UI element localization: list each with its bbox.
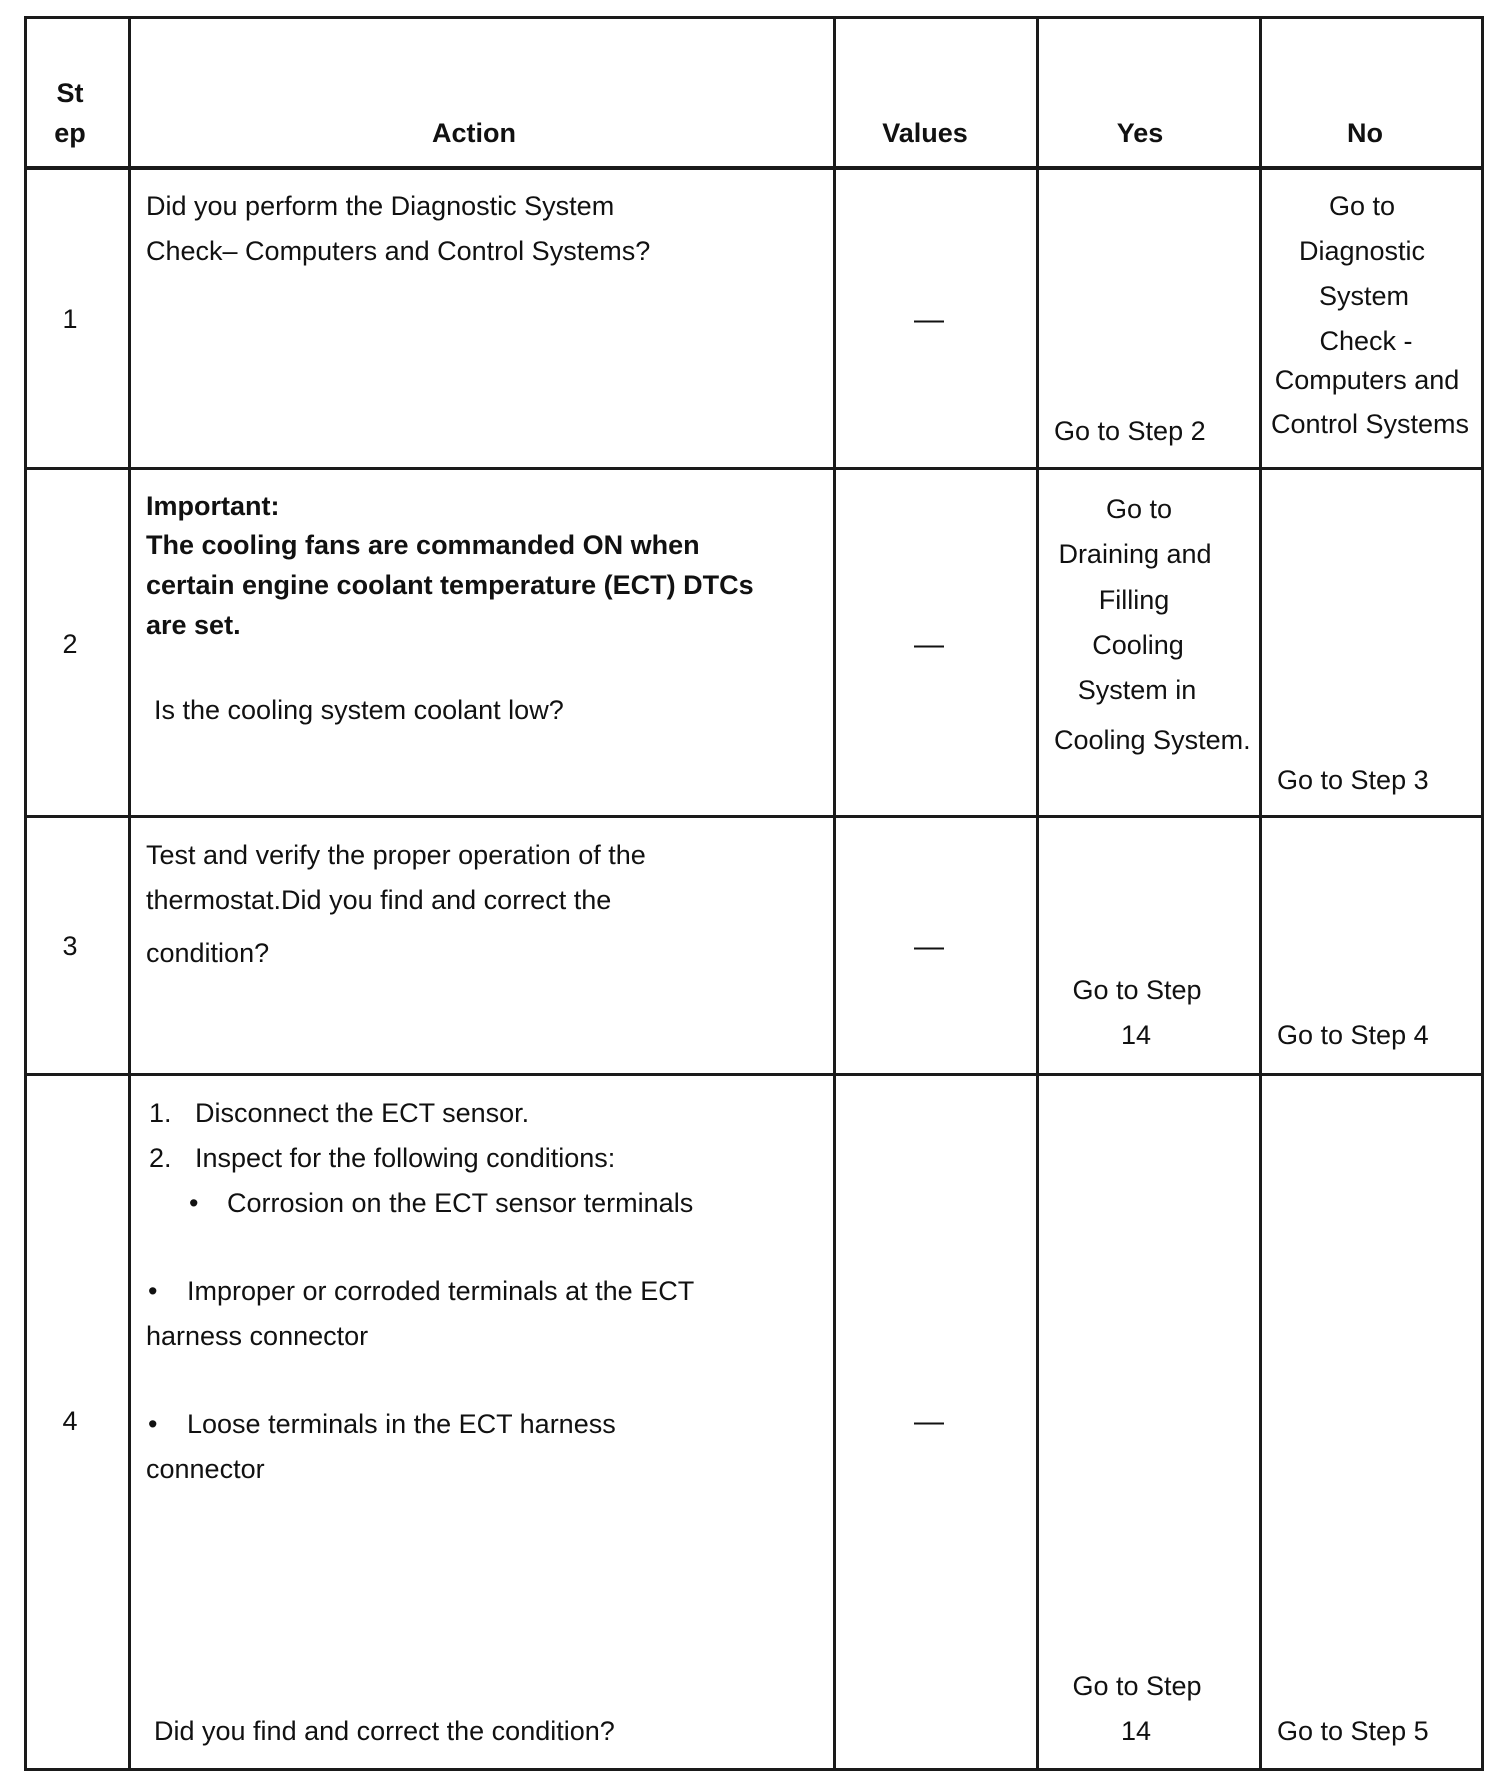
action-text: Check– Computers and Control Systems?	[146, 236, 651, 266]
header-values: Values	[882, 118, 968, 148]
bullet: •	[148, 1276, 158, 1306]
header-step: St	[56, 78, 84, 108]
action-text: harness connector	[146, 1321, 369, 1351]
header-yes: Yes	[1116, 118, 1164, 148]
header-step: ep	[54, 118, 86, 148]
header-action: Action	[432, 118, 516, 148]
value-dash: —	[914, 930, 944, 963]
table-border-top	[24, 16, 1484, 19]
no-link[interactable]: Control Systems	[1270, 409, 1470, 439]
important-note: are set.	[146, 610, 241, 640]
yes-link[interactable]: Go to Step	[1072, 975, 1202, 1005]
yes-link[interactable]: Cooling System.	[1054, 725, 1251, 755]
value-dash: —	[914, 1405, 944, 1438]
yes-link[interactable]: Go to	[1105, 494, 1173, 524]
yes-link[interactable]: 14	[1120, 1716, 1152, 1746]
step-number: 4	[62, 1406, 78, 1436]
action-text: Did you perform the Diagnostic System	[146, 191, 615, 221]
action-text: Improper or corroded terminals at the ECT	[187, 1276, 695, 1306]
action-text: Corrosion on the ECT sensor terminals	[227, 1188, 694, 1218]
action-text: Disconnect the ECT sensor.	[195, 1098, 530, 1128]
yes-link[interactable]: Go to Step	[1072, 1671, 1202, 1701]
header-divider	[24, 166, 1484, 170]
yes-link[interactable]: Draining and	[1058, 539, 1212, 569]
column-divider	[1036, 16, 1039, 1771]
yes-link[interactable]: Filling	[1098, 585, 1170, 615]
value-dash: —	[914, 628, 944, 661]
action-text: Loose terminals in the ECT harness	[187, 1409, 616, 1439]
yes-link[interactable]: 14	[1120, 1020, 1152, 1050]
action-text: Inspect for the following conditions:	[195, 1143, 616, 1173]
list-number: 2.	[149, 1143, 172, 1173]
yes-link[interactable]: System in	[1077, 675, 1197, 705]
table-border-left	[24, 16, 27, 1771]
action-text: connector	[146, 1454, 265, 1484]
action-text: condition?	[146, 938, 270, 968]
important-label: Important:	[146, 491, 280, 521]
column-divider	[128, 16, 131, 1771]
column-divider	[1259, 16, 1262, 1771]
list-number: 1.	[149, 1098, 172, 1128]
row-divider	[24, 815, 1484, 818]
action-text: Did you find and correct the condition?	[154, 1716, 615, 1746]
no-link[interactable]: Go to Step 3	[1277, 765, 1429, 795]
column-divider	[833, 16, 836, 1771]
action-text: Is the cooling system coolant low?	[154, 695, 564, 725]
no-link[interactable]: Computers and	[1274, 365, 1460, 395]
no-link[interactable]: System	[1318, 281, 1410, 311]
no-link[interactable]: Diagnostic	[1298, 236, 1426, 266]
no-link[interactable]: Go to Step 5	[1277, 1716, 1429, 1746]
bullet: •	[148, 1409, 158, 1439]
no-link[interactable]: Go to Step 4	[1277, 1020, 1429, 1050]
step-number: 3	[62, 931, 78, 961]
bullet: •	[189, 1188, 199, 1218]
important-note: certain engine coolant temperature (ECT) DTCs	[146, 570, 754, 600]
no-link[interactable]: Go to	[1328, 191, 1396, 221]
row-divider	[24, 467, 1484, 470]
table-border-right	[1481, 16, 1484, 1771]
step-number: 2	[62, 629, 78, 659]
yes-link[interactable]: Cooling	[1092, 630, 1184, 660]
row-divider	[24, 1073, 1484, 1076]
step-number: 1	[62, 304, 78, 334]
value-dash: —	[914, 303, 944, 336]
action-text: Test and verify the proper operation of the	[146, 840, 646, 870]
yes-link[interactable]: Go to Step 2	[1054, 416, 1206, 446]
header-no: No	[1347, 118, 1383, 148]
important-note: The cooling fans are commanded ON when	[146, 530, 700, 560]
action-text: thermostat.Did you find and correct the	[146, 885, 612, 915]
no-link[interactable]: Check -	[1319, 326, 1413, 356]
